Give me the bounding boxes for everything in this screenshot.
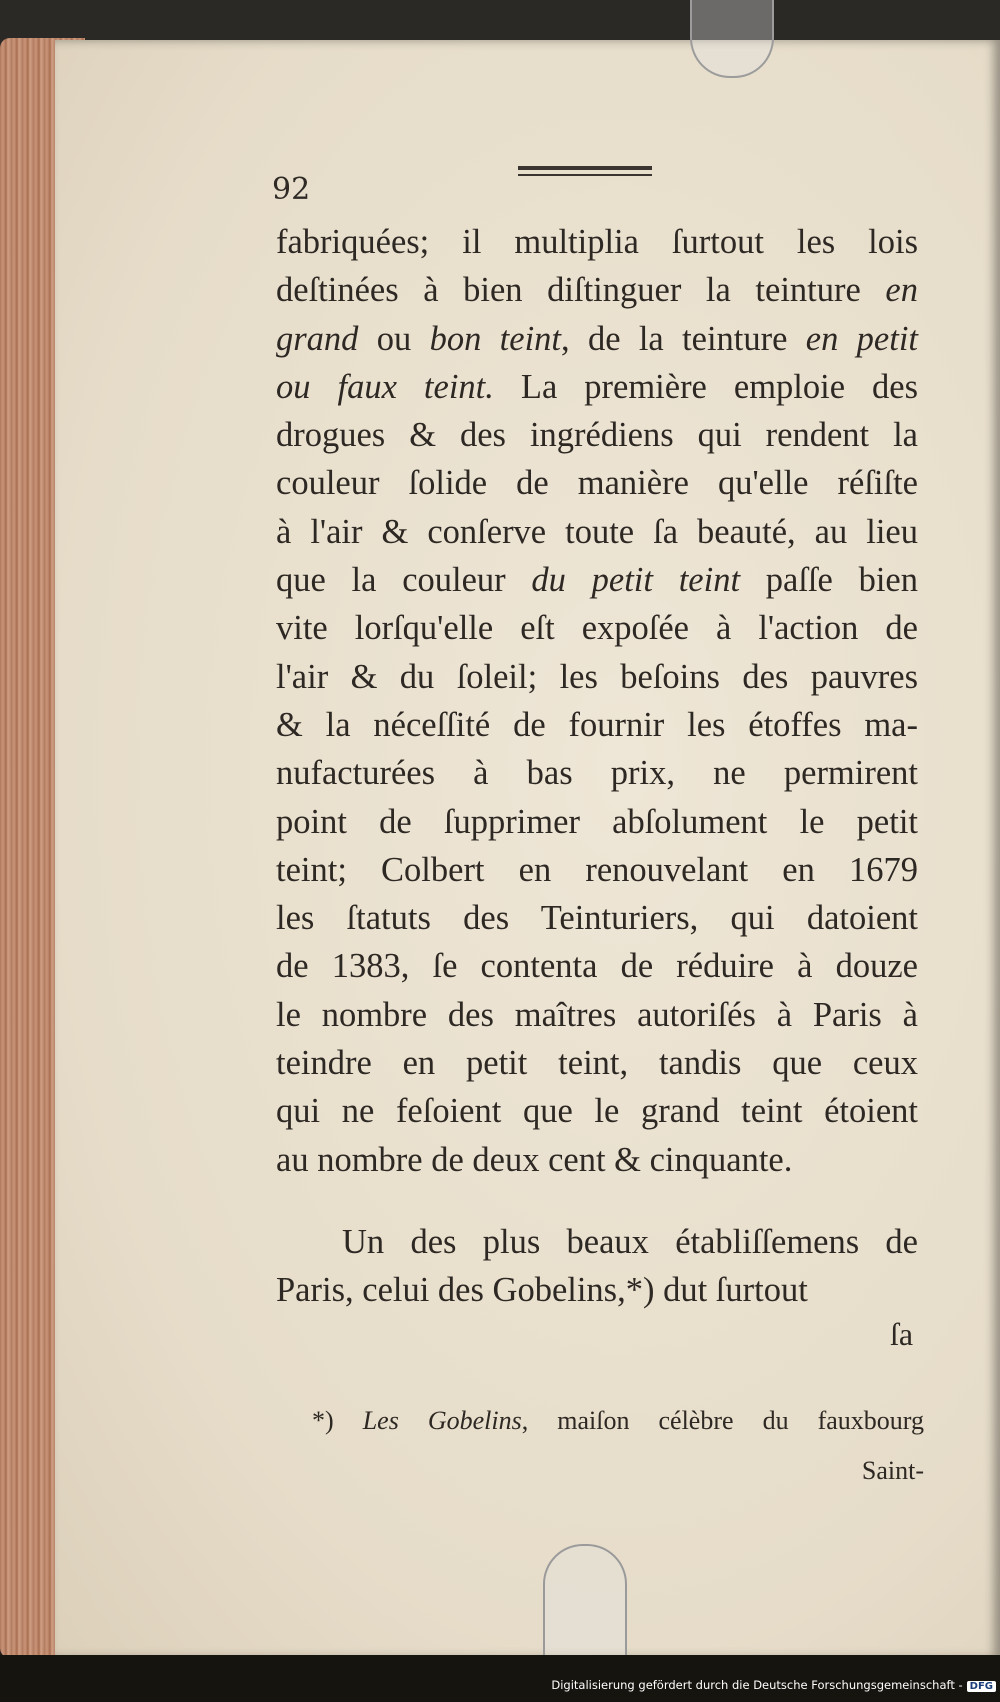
body-line <box>276 894 918 942</box>
text-run: de 1383, ſe contenta de réduire à douze <box>276 947 918 986</box>
body-line <box>276 604 918 652</box>
body-line <box>276 218 918 266</box>
text-run: , de la teinture <box>561 319 806 358</box>
scanner-top-border <box>0 0 1000 44</box>
text-run: qui ne feſoient que le grand teint étoient <box>276 1092 918 1131</box>
para2-line-1: Un des plus beaux établiſſemens de <box>342 1223 918 1261</box>
dfg-logo: DFG <box>967 1681 996 1692</box>
text-run: La première emploie des <box>493 367 919 406</box>
text-run: teindre en petit teint, tandis que ceux <box>276 1044 918 1083</box>
footnote <box>312 1396 924 1496</box>
italic-text: bon teint <box>429 319 561 358</box>
footnote-line-2: Saint- <box>861 1456 924 1485</box>
text-run: point de ſupprimer abſolument le petit <box>276 802 918 841</box>
body-line <box>276 1087 918 1135</box>
text-run: vite lorſqu'elle eſt expoſée à l'action de <box>276 609 918 648</box>
body-line <box>276 411 918 459</box>
text-run: le nombre des maîtres autoriſés à Paris à <box>276 995 918 1034</box>
body-line <box>276 749 918 797</box>
body-line <box>276 508 918 556</box>
para2-line-2: Paris, celui des Gobelins,*) dut ſurtout <box>276 1271 808 1309</box>
footnote-italic: Les Gobelins <box>362 1406 522 1435</box>
body-line <box>276 653 918 701</box>
page-clip-top <box>690 0 774 78</box>
body-line <box>276 556 918 604</box>
body-line <box>276 315 918 363</box>
text-run: nufacturées à bas prix, ne permirent <box>276 754 918 793</box>
footnote-line-1 <box>312 1396 924 1446</box>
body-line <box>276 942 918 990</box>
italic-text: en petit <box>805 319 918 358</box>
body-line <box>276 1136 918 1184</box>
body-line <box>276 1039 918 1087</box>
catchword: ſa <box>890 1316 914 1352</box>
credit-text: Digitalisierung gefördert durch die Deutsche Forschungsgemeinschaft - <box>551 1678 963 1692</box>
digitization-credit <box>551 1678 996 1692</box>
text-run: couleur ſolide de manière qu'elle réſiſte <box>276 464 918 503</box>
footnote-marker: *) <box>312 1406 363 1435</box>
second-paragraph <box>276 1218 918 1314</box>
footnote-rest: , maiſon célèbre du fauxbourg <box>521 1406 924 1435</box>
page-number: 92 <box>272 172 311 207</box>
text-run: les ſtatuts des Teinturiers, qui datoient <box>276 899 918 938</box>
text-run: l'air & du ſoleil; les beſoins des pauvres <box>276 657 918 696</box>
body-line <box>276 459 918 507</box>
header-rule <box>518 166 652 176</box>
text-run: teint; Colbert en renouvelant en 1679 <box>276 850 918 889</box>
body-line <box>276 363 918 411</box>
body-paragraph <box>276 218 918 1184</box>
body-line <box>276 266 918 314</box>
text-run: à l'air & conſerve toute ſa beauté, au lieu <box>276 512 918 551</box>
body-line <box>276 991 918 1039</box>
italic-text: grand <box>276 319 359 358</box>
text-run: deſtinées à bien diſtinguer la teinture <box>276 271 886 310</box>
text-run: ou <box>358 319 430 358</box>
text-run: au nombre de deux cent & cinquante. <box>276 1140 793 1179</box>
text-run: que la couleur <box>276 561 532 600</box>
text-run: & la néceſſité de fournir les étoffes ma- <box>276 705 918 744</box>
body-line <box>276 846 918 894</box>
text-run: fabriquées; il multiplia ſurtout les lois <box>276 223 918 261</box>
italic-text: ou faux teint. <box>276 367 494 406</box>
text-run: drogues & des ingrédiens qui rendent la <box>276 416 918 455</box>
text-run: paſſe bien <box>740 561 918 600</box>
italic-text: du petit teint <box>531 561 741 600</box>
italic-text: en <box>885 271 918 310</box>
body-line <box>276 798 918 846</box>
body-line <box>276 701 918 749</box>
